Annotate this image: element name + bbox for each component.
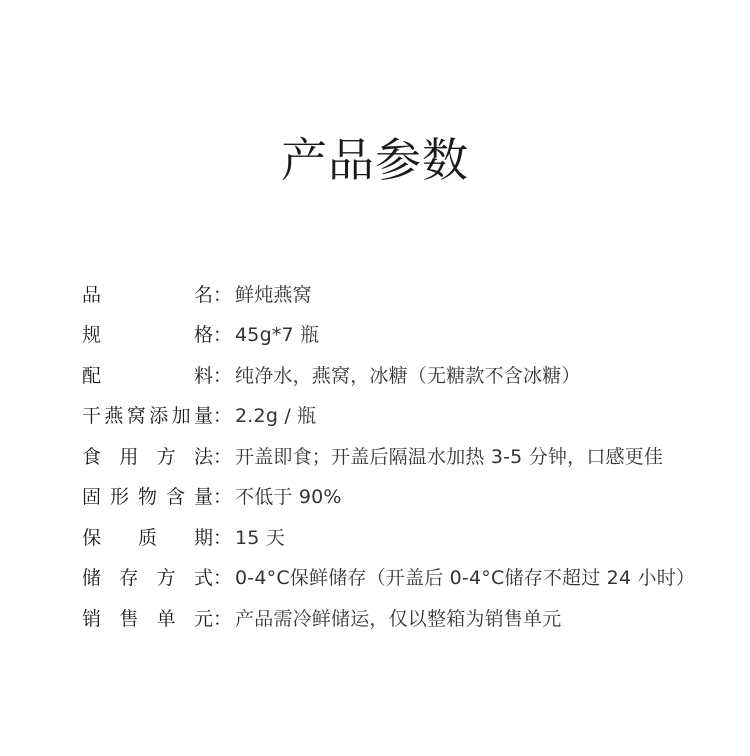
spec-label-char: 元 xyxy=(193,607,213,630)
spec-label-char: 式 xyxy=(193,567,213,590)
spec-label-char: 食 xyxy=(82,445,102,468)
spec-row-usage xyxy=(82,437,722,478)
spec-value: 45g*7 瓶 xyxy=(235,324,320,347)
spec-label-char: 加 xyxy=(171,405,191,428)
spec-label xyxy=(82,445,213,468)
spec-colon: ： xyxy=(213,607,233,630)
spec-row-dry-nest-amount xyxy=(82,397,722,438)
spec-value: 鲜炖燕窝 xyxy=(235,283,312,306)
spec-value: 不低于 90% xyxy=(235,486,342,509)
spec-label-char: 法 xyxy=(193,445,213,468)
spec-label-char: 料 xyxy=(193,364,213,387)
spec-label-char: 售 xyxy=(119,607,139,630)
spec-label-char: 配 xyxy=(82,364,102,387)
spec-value: 0-4°C保鲜储存（开盖后 0-4°C储存不超过 24 小时） xyxy=(235,567,696,590)
spec-label-char: 储 xyxy=(82,567,102,590)
spec-colon: ： xyxy=(213,283,233,306)
spec-colon: ： xyxy=(213,405,233,428)
spec-label-char: 用 xyxy=(119,445,139,468)
spec-value: 产品需冷鲜储运，仅以整箱为销售单元 xyxy=(235,607,562,630)
spec-label-char: 销 xyxy=(82,607,102,630)
spec-label xyxy=(82,607,213,630)
spec-label-char: 量 xyxy=(193,486,213,509)
spec-label xyxy=(82,407,213,426)
spec-label xyxy=(82,283,213,306)
spec-label-char: 干 xyxy=(82,405,102,428)
spec-label-char: 存 xyxy=(119,567,139,590)
spec-label-char: 含 xyxy=(165,486,185,509)
spec-table xyxy=(82,275,722,640)
spec-label-char: 添 xyxy=(149,405,169,428)
spec-colon: ： xyxy=(213,567,233,590)
spec-row-size xyxy=(82,316,722,357)
page-title: 产品参数 xyxy=(281,133,469,187)
spec-row-shelf-life xyxy=(82,518,722,559)
spec-label-char: 燕 xyxy=(104,405,124,428)
spec-row-solids xyxy=(82,478,722,519)
spec-label xyxy=(82,569,213,588)
spec-label-char: 方 xyxy=(156,445,176,468)
spec-label-char: 形 xyxy=(109,486,129,509)
spec-label-char: 窝 xyxy=(126,405,146,428)
spec-label-char: 期 xyxy=(193,526,213,549)
spec-label-char: 质 xyxy=(137,526,157,549)
spec-colon: ： xyxy=(213,486,233,509)
spec-label-char: 格 xyxy=(193,324,213,347)
spec-row-product-name xyxy=(82,275,722,316)
spec-row-ingredients xyxy=(82,356,722,397)
spec-colon: ： xyxy=(213,324,233,347)
spec-value: 开盖即食；开盖后隔温水加热 3-5 分钟，口感更佳 xyxy=(235,445,664,468)
spec-label xyxy=(82,326,213,345)
spec-label-char: 单 xyxy=(156,607,176,630)
spec-colon: ： xyxy=(213,526,233,549)
spec-label-char: 量 xyxy=(193,405,213,428)
spec-label-char: 规 xyxy=(82,324,102,347)
spec-colon: ： xyxy=(213,364,233,387)
spec-label xyxy=(82,364,213,387)
spec-label-char: 固 xyxy=(82,486,102,509)
spec-label xyxy=(82,488,213,507)
spec-value: 纯净水，燕窝，冰糖（无糖款不含冰糖） xyxy=(235,364,581,387)
spec-label-char: 保 xyxy=(82,526,102,549)
spec-label xyxy=(82,526,213,549)
spec-label-char: 品 xyxy=(82,283,102,306)
spec-label-char: 物 xyxy=(137,486,157,509)
spec-row-sales-unit xyxy=(82,599,722,640)
spec-colon: ： xyxy=(213,445,233,468)
spec-label-char: 方 xyxy=(156,567,176,590)
spec-label-char: 名 xyxy=(193,283,213,306)
spec-value: 2.2g / 瓶 xyxy=(235,405,317,428)
spec-row-storage xyxy=(82,559,722,600)
spec-value: 15 天 xyxy=(235,526,286,549)
